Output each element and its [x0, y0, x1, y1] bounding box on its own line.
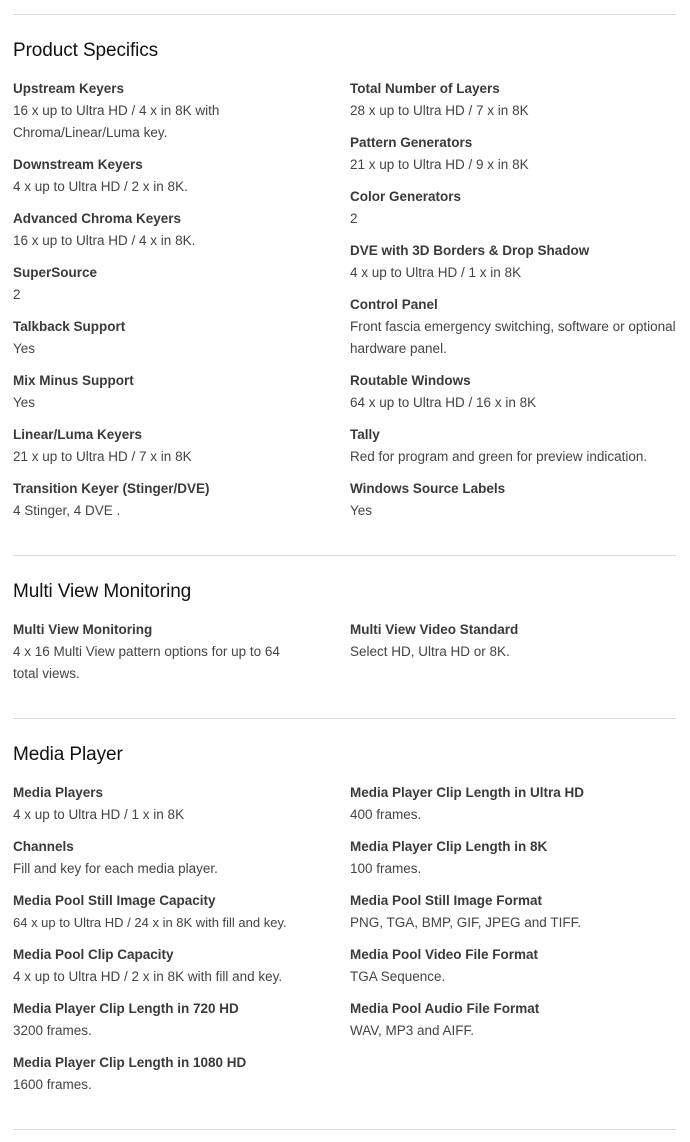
spec-value: 16 x up to Ultra HD / 4 x in 8K. — [13, 233, 196, 248]
spec-value: 16 x up to Ultra HD / 4 x in 8K with Chroma/Linear/Luma key. — [13, 103, 220, 140]
spec-value: 4 x 16 Multi View pattern options for up to 64 total views. — [13, 644, 280, 681]
spec-value: 4 x up to Ultra HD / 1 x in 8K — [350, 265, 522, 280]
section-product-specifics — [13, 39, 676, 518]
spec-item — [350, 944, 680, 988]
spec-value: 2 — [350, 211, 358, 226]
spec-item — [13, 782, 313, 826]
spec-label: Channels — [13, 839, 74, 854]
spec-item — [350, 619, 680, 663]
spec-label: DVE with 3D Borders & Drop Shadow — [350, 243, 590, 258]
spec-item — [350, 782, 680, 826]
spec-item — [350, 240, 680, 284]
spec-item — [13, 890, 313, 934]
spec-label: Media Player Clip Length in 720 HD — [13, 1001, 239, 1016]
spec-label: Media Player Clip Length in 8K — [350, 839, 548, 854]
spec-value: 21 x up to Ultra HD / 7 x in 8K — [13, 449, 192, 464]
spec-label: Talkback Support — [13, 319, 126, 334]
spec-item — [13, 1052, 313, 1096]
spec-label: Media Pool Still Image Capacity — [13, 893, 216, 908]
spec-column-right — [350, 78, 680, 532]
spec-label: Control Panel — [350, 297, 438, 312]
spec-item — [13, 78, 313, 144]
spec-item — [13, 262, 313, 306]
spec-value: WAV, MP3 and AIFF. — [350, 1023, 475, 1038]
spec-label: Media Player Clip Length in Ultra HD — [350, 785, 585, 800]
spec-value: 4 x up to Ultra HD / 2 x in 8K. — [13, 179, 188, 194]
spec-item — [13, 370, 313, 414]
spec-label: Linear/Luma Keyers — [13, 427, 143, 442]
spec-value: Yes — [13, 341, 36, 356]
spec-item — [13, 998, 313, 1042]
spec-value: PNG, TGA, BMP, GIF, JPEG and TIFF. — [350, 915, 582, 930]
spec-label: Windows Source Labels — [350, 481, 506, 496]
spec-value: Red for program and green for preview indication. — [350, 449, 648, 464]
spec-item — [350, 132, 680, 176]
divider — [13, 1129, 676, 1130]
spec-label: Multi View Monitoring — [13, 622, 153, 637]
spec-value: Select HD, Ultra HD or 8K. — [350, 644, 510, 659]
spec-value: 4 x up to Ultra HD / 2 x in 8K with fill and key. — [13, 969, 283, 984]
spec-value: 2 — [13, 287, 21, 302]
spec-label: Color Generators — [350, 189, 462, 204]
spec-item — [13, 619, 313, 685]
divider — [13, 555, 676, 556]
spec-label: Media Player Clip Length in 1080 HD — [13, 1055, 247, 1070]
spec-label: SuperSource — [13, 265, 98, 280]
spec-label: Media Pool Clip Capacity — [13, 947, 174, 962]
section-title: Product Specifics — [13, 40, 159, 61]
spec-value: Yes — [350, 503, 373, 518]
spec-item — [350, 294, 680, 360]
section-multi-view-monitoring — [13, 580, 676, 681]
spec-label: Tally — [350, 427, 380, 442]
section-title: Multi View Monitoring — [13, 581, 192, 602]
spec-value: 28 x up to Ultra HD / 7 x in 8K — [350, 103, 529, 118]
spec-label: Mix Minus Support — [13, 373, 134, 388]
spec-column-left — [13, 78, 313, 532]
divider — [13, 14, 676, 15]
spec-item — [350, 78, 680, 122]
spec-column-right — [350, 619, 680, 673]
spec-value: 4 x up to Ultra HD / 1 x in 8K — [13, 807, 185, 822]
spec-label: Pattern Generators — [350, 135, 473, 150]
spec-value: 3200 frames. — [13, 1023, 92, 1038]
spec-label: Media Pool Still Image Format — [350, 893, 543, 908]
spec-value: Front fascia emergency switching, software or optional hardware panel. — [350, 319, 676, 356]
spec-label: Downstream Keyers — [13, 157, 143, 172]
spec-value: 64 x up to Ultra HD / 16 x in 8K — [350, 395, 537, 410]
spec-label: Total Number of Layers — [350, 81, 500, 96]
spec-value: 1600 frames. — [13, 1077, 92, 1092]
spec-label: Multi View Video Standard — [350, 622, 519, 637]
spec-value: 400 frames. — [350, 807, 422, 822]
section-media-player — [13, 743, 676, 1092]
spec-item — [350, 836, 680, 880]
spec-value: 64 x up to Ultra HD / 24 x in 8K with fill and key. — [13, 915, 287, 930]
spec-column-right — [350, 782, 680, 1052]
spec-column-left — [13, 782, 313, 1106]
spec-label: Media Pool Audio File Format — [350, 1001, 540, 1016]
spec-value: Yes — [13, 395, 36, 410]
spec-item — [350, 186, 680, 230]
spec-item — [13, 208, 313, 252]
spec-item — [350, 478, 680, 522]
spec-item — [350, 998, 680, 1042]
spec-item — [13, 154, 313, 198]
spec-item — [13, 424, 313, 468]
spec-item — [350, 890, 680, 934]
spec-value: 21 x up to Ultra HD / 9 x in 8K — [350, 157, 529, 172]
spec-item — [350, 424, 680, 468]
spec-item — [13, 316, 313, 360]
spec-column-left — [13, 619, 313, 695]
section-title: Media Player — [13, 744, 123, 765]
spec-value: 4 Stinger, 4 DVE . — [13, 503, 121, 518]
spec-item — [350, 370, 680, 414]
spec-value: 100 frames. — [350, 861, 422, 876]
spec-label: Upstream Keyers — [13, 81, 125, 96]
spec-item — [13, 944, 313, 988]
spec-value: TGA Sequence. — [350, 969, 446, 984]
spec-label: Advanced Chroma Keyers — [13, 211, 182, 226]
spec-label: Media Players — [13, 785, 104, 800]
spec-item — [13, 836, 313, 880]
spec-label: Routable Windows — [350, 373, 471, 388]
spec-value: Fill and key for each media player. — [13, 861, 218, 876]
spec-label: Media Pool Video File Format — [350, 947, 539, 962]
divider — [13, 718, 676, 719]
spec-label: Transition Keyer (Stinger/DVE) — [13, 481, 210, 496]
spec-item — [13, 478, 313, 522]
